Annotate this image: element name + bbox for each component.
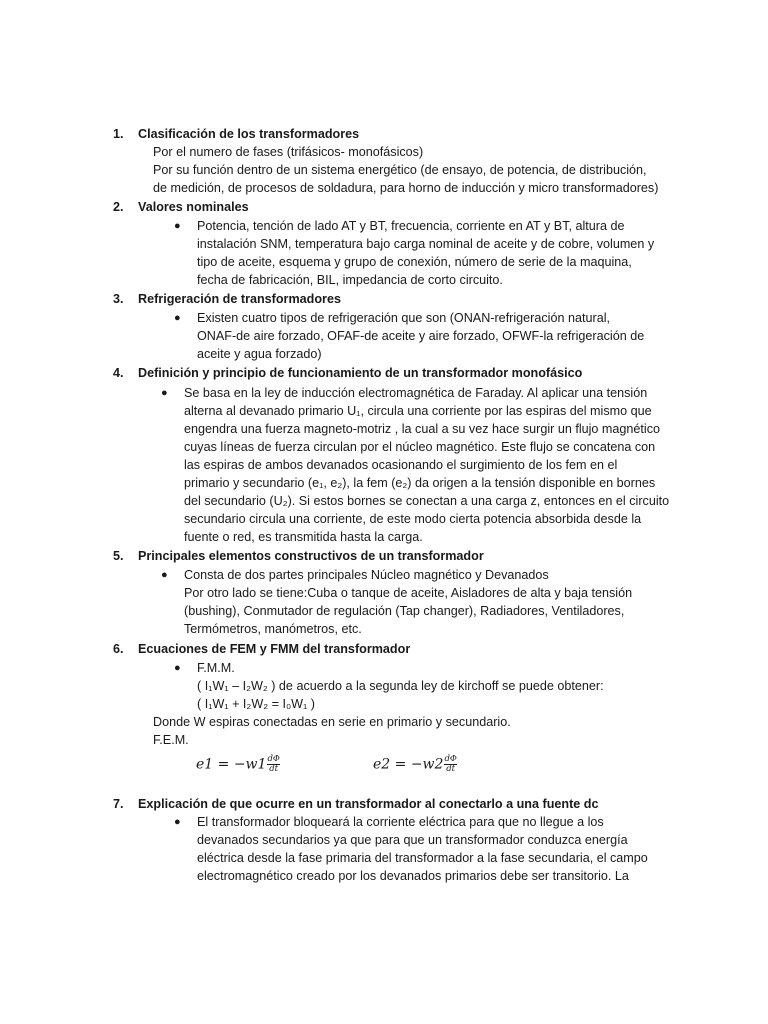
text-line: fecha de fabricación, BIL, impedancia de corto circuito. — [197, 273, 503, 287]
item-number: 3. — [113, 292, 124, 306]
fraction-denominator: dt — [269, 764, 279, 774]
bullet-icon: ● — [174, 312, 181, 324]
item-number: 4. — [113, 366, 124, 380]
section-heading: Valores nominales — [138, 200, 249, 214]
text-line: primario y secundario (e₁, e₂), la fem (e₂) da origen a la tensión disponible en bornes — [184, 476, 656, 490]
section-heading: Clasificación de los transformadores — [138, 127, 360, 141]
fraction-numerator: dΦ — [444, 754, 457, 764]
text-line: (bushing), Conmutador de regulación (Tap changer), Radiadores, Ventiladores, — [184, 604, 625, 618]
text-line: Consta de dos partes principales Núcleo magnético y Devanados — [184, 568, 549, 582]
bullet-icon: ● — [174, 816, 181, 828]
equation-fraction — [267, 755, 279, 774]
item-number: 6. — [113, 642, 124, 656]
text-line: ( I₁W₁ – I₂W₂ ) de acuerdo a la segunda ley de kirchoff se puede obtener: — [197, 679, 604, 693]
text-line: ONAF-de aire forzado, OFAF-de aceite y aire forzado, OFWF-la refrigeración de — [197, 329, 645, 343]
equation-fraction — [444, 755, 456, 774]
text-line: Existen cuatro tipos de refrigeración que son (ONAN-refrigeración natural, — [197, 311, 610, 325]
section-heading: Definición y principio de funcionamiento de un transformador monofásico — [138, 366, 583, 380]
text-line: El transformador bloqueará la corriente eléctrica para que no llegue a los — [197, 815, 604, 829]
item-number: 7. — [113, 797, 124, 811]
text-line: F.E.M. — [153, 733, 189, 747]
text-line: Por el numero de fases (trifásicos- monofásicos) — [153, 145, 424, 159]
fraction-denominator: dt — [446, 764, 456, 774]
text-line: devanados secundarios ya que para que un transformador conduzca energía — [197, 833, 628, 847]
text-line: eléctrica desde la fase primaria del transformador a la fase secundaria, el campo — [197, 851, 648, 865]
text-line: tipo de aceite, esquema y grupo de conexión, número de serie de la maquina, — [197, 255, 632, 269]
section-heading: Ecuaciones de FEM y FMM del transformador — [138, 642, 411, 656]
text-line: aceite y agua forzado) — [197, 347, 322, 361]
equation-lhs: e1 = −w1 — [196, 756, 267, 773]
text-line: Por su función dentro de un sistema energético (de ensayo, de potencia, de distribución, — [153, 163, 647, 177]
text-line: engendra una fuerza magneto-motriz , la cual a su vez hace surgir un flujo magnético — [184, 422, 661, 436]
item-number: 2. — [113, 200, 124, 214]
section-heading: Refrigeración de transformadores — [138, 292, 341, 306]
text-line: Se basa en la ley de inducción electromagnética de Faraday. Al aplicar una tensión — [184, 386, 648, 400]
text-line: instalación SNM, temperatura bajo carga nominal de aceite y de cobre, volumen y — [197, 237, 655, 251]
text-line: Potencia, tención de lado AT y BT, frecuencia, corriente en AT y BT, altura de — [197, 219, 625, 233]
bullet-icon: ● — [161, 569, 168, 581]
section-heading: Explicación de que ocurre en un transformador al conectarlo a una fuente dc — [138, 797, 599, 811]
text-line: las espiras de ambos devanados ocasionando el surgimiento de los fem en el — [184, 458, 618, 472]
bullet-icon: ● — [174, 662, 181, 674]
bullet-icon: ● — [161, 387, 168, 399]
text-line: Termómetros, manómetros, etc. — [184, 622, 362, 636]
item-number: 1. — [113, 127, 124, 141]
bullet-icon: ● — [174, 220, 181, 232]
item-number: 5. — [113, 549, 124, 563]
text-line: Donde W espiras conectadas en serie en primario y secundario. — [153, 715, 511, 729]
text-line: electromagnético creado por los devanados primarios debe ser transitorio. La — [197, 869, 629, 883]
equation-lhs: e2 = −w2 — [373, 756, 444, 773]
text-line: de medición, de procesos de soldadura, para horno de inducción y micro transformadores) — [153, 181, 659, 195]
text-line: ( I₁W₁ + I₂W₂ = I₀W₁ ) — [197, 697, 315, 711]
section-heading: Principales elementos constructivos de un transformador — [138, 549, 484, 563]
fraction-numerator: dΦ — [267, 754, 280, 764]
text-line: fuente o red, es transmitida hasta la carga. — [184, 530, 423, 544]
text-line: cuyas líneas de fuerza circulan por el núcleo magnético. Este flujo se concatena con — [184, 440, 656, 454]
text-line: alterna al devanado primario U₁, circula una corriente por las espiras del mismo que — [184, 404, 652, 418]
text-line: F.M.M. — [197, 661, 235, 675]
equation-e2 — [373, 755, 457, 774]
text-line: secundario circula una corriente, de este modo cierta potencia absorbida desde la — [184, 512, 642, 526]
text-line: Por otro lado se tiene:Cuba o tanque de aceite, Aisladores de alta y baja tensión — [184, 586, 633, 600]
text-line: del secundario (U₂). Si estos bornes se conectan a una carga z, entonces en el circuito — [184, 494, 670, 508]
equation-e1 — [196, 755, 280, 774]
